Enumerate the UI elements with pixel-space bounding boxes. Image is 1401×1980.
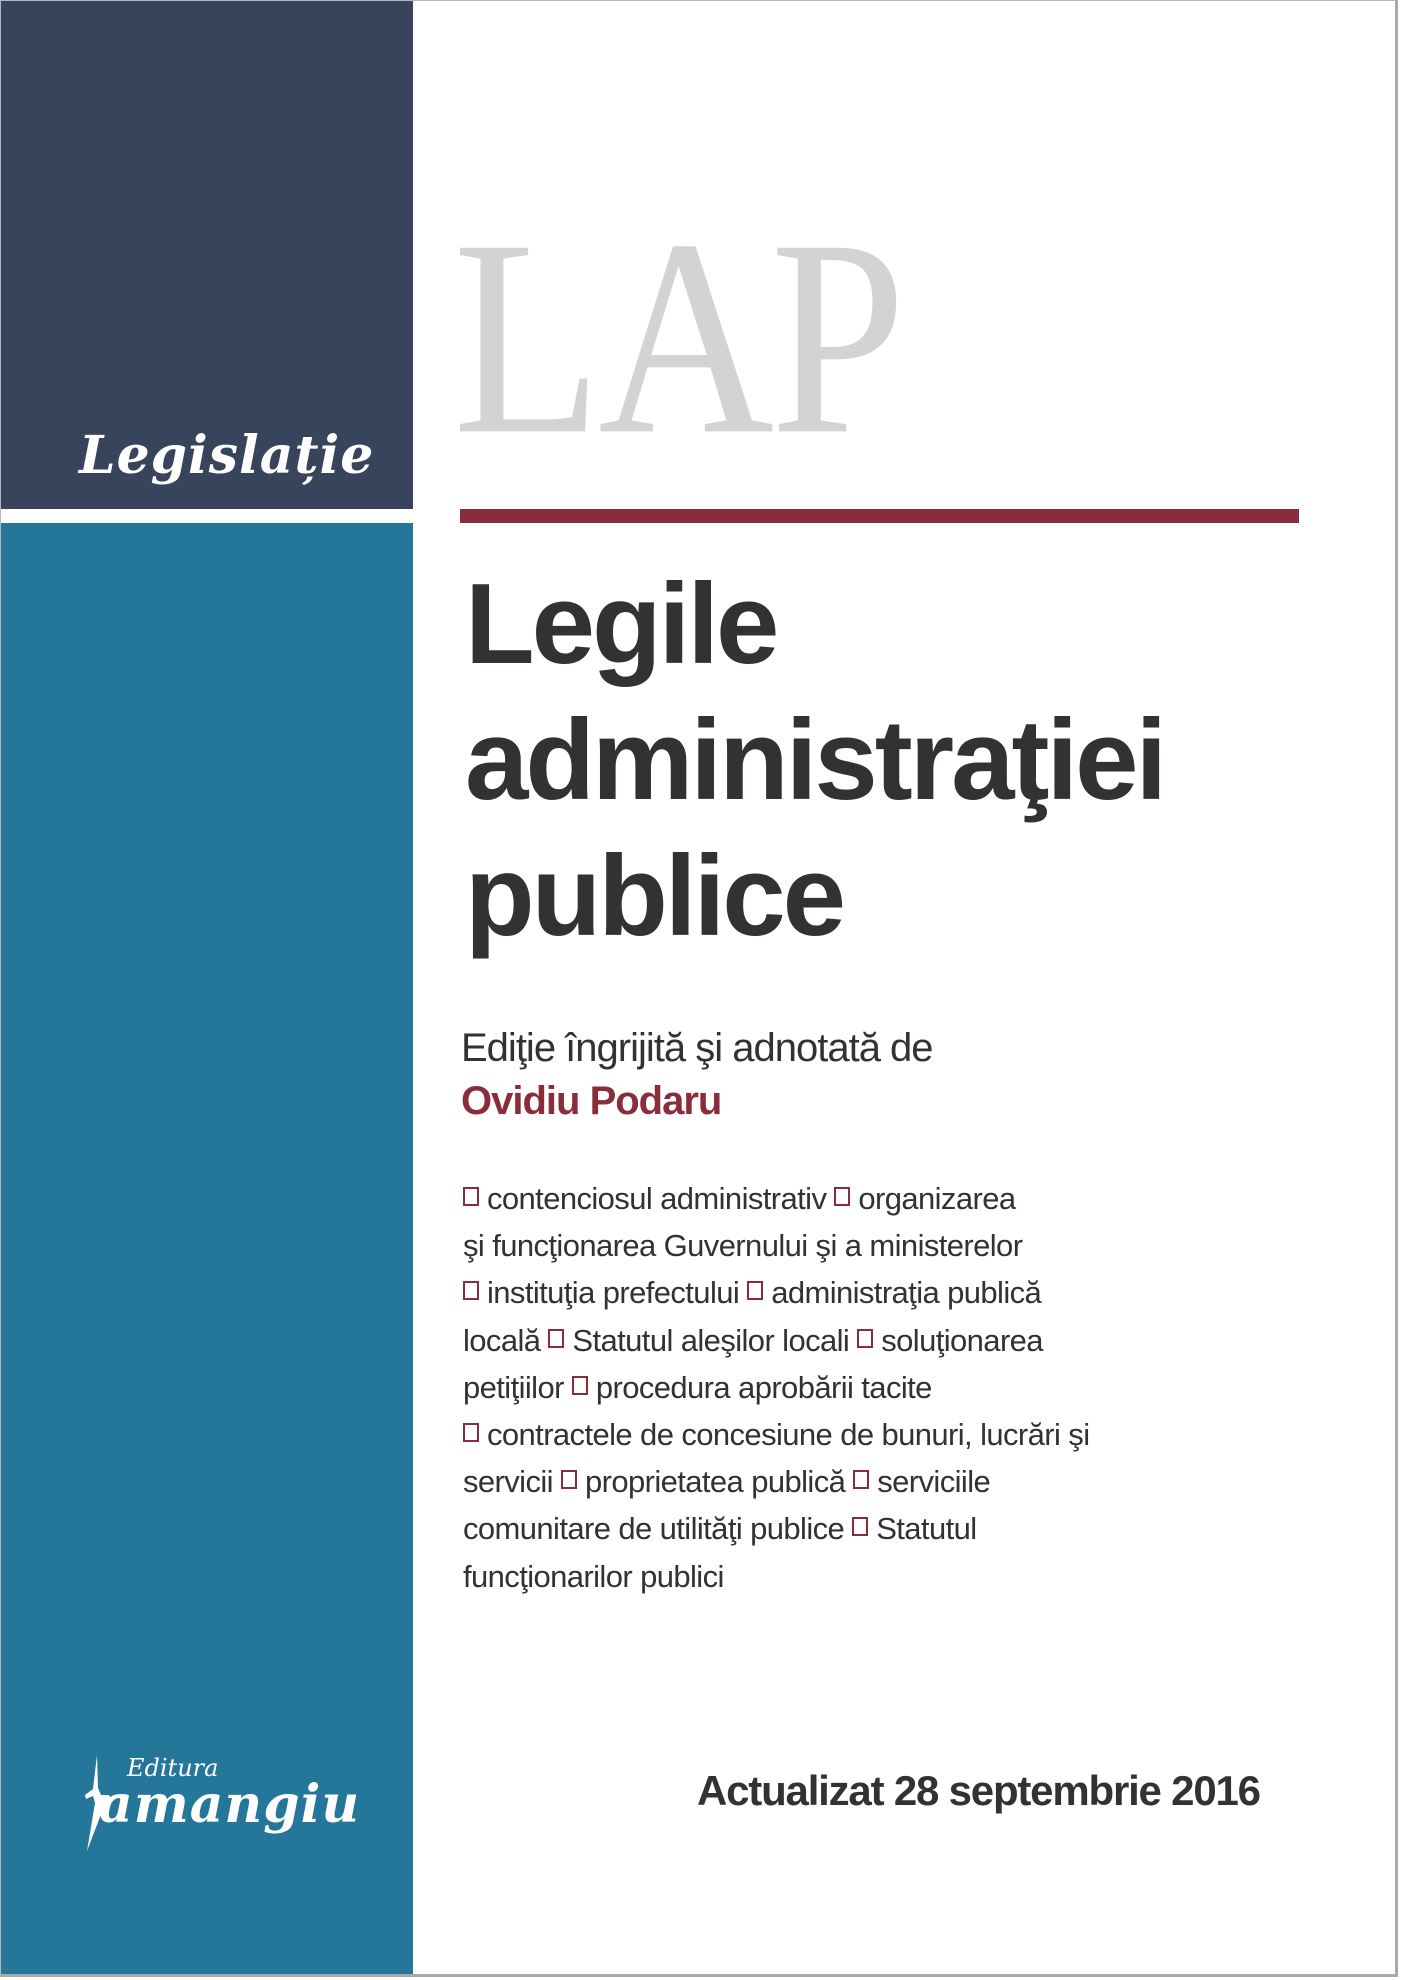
shadowed-square-icon	[548, 1329, 568, 1352]
shadowed-square-icon	[463, 1423, 483, 1446]
topics-line	[463, 1553, 1283, 1600]
topics-line	[463, 1505, 1283, 1552]
topic-text: locală	[463, 1322, 549, 1358]
accent-rule	[460, 509, 1299, 523]
acronym-heading: LAP	[453, 182, 903, 493]
shadowed-square-icon	[852, 1517, 872, 1540]
topic-text: petiţiilor	[463, 1369, 572, 1405]
topic-text: Statutul aleşilor locali	[572, 1322, 858, 1358]
shadowed-square-icon	[853, 1470, 873, 1493]
shadowed-square-icon	[834, 1187, 854, 1210]
series-label: Legislație	[79, 425, 375, 486]
topics-line	[463, 1458, 1283, 1505]
topic-text: contenciosul administrativ	[487, 1181, 835, 1216]
shadowed-square-icon	[463, 1281, 483, 1304]
topic-text: Statutul	[876, 1511, 977, 1547]
topic-text: procedura aprobării tacite	[595, 1369, 932, 1405]
shadowed-square-icon	[463, 1187, 483, 1210]
book-title	[465, 557, 1365, 965]
topic-text: şi funcţionarea Guvernului şi a ministerelor	[463, 1228, 1023, 1264]
topic-text: funcţionarilor publici	[463, 1558, 724, 1594]
shadowed-square-icon	[747, 1281, 767, 1304]
topic-text: administraţia publică	[771, 1275, 1042, 1311]
shadowed-square-icon	[572, 1376, 592, 1399]
topic-text: soluţionarea	[881, 1322, 1043, 1358]
panel-divider	[1, 509, 413, 523]
topics-list	[463, 1175, 1283, 1600]
publisher-logo	[83, 1753, 383, 1853]
topic-text: contractele de concesiune de bunuri, lucrări şi	[487, 1416, 1090, 1452]
title-line: Legile	[465, 561, 777, 688]
topics-line	[463, 1222, 1283, 1269]
topics-line	[463, 1317, 1283, 1364]
shadowed-square-icon	[857, 1329, 877, 1352]
topic-text: servicii	[463, 1464, 561, 1500]
title-line: publice	[465, 833, 844, 960]
topic-text: serviciile	[877, 1464, 991, 1500]
author-name: Ovidiu Podaru	[461, 1079, 722, 1123]
publisher-prefix: Editura	[127, 1754, 219, 1782]
edition-note: Ediţie îngrijită şi adnotată de	[461, 1026, 933, 1070]
topic-text: instituţia prefectului	[487, 1275, 748, 1311]
updated-date: Actualizat 28 septembrie 2016	[697, 1767, 1260, 1814]
topic-text: proprietatea publică	[584, 1464, 854, 1500]
topic-text: comunitare de utilităţi publice	[463, 1511, 853, 1547]
topics-line	[463, 1364, 1283, 1411]
topics-line	[463, 1411, 1283, 1458]
publisher-name: amangiu	[99, 1774, 361, 1835]
title-line: administraţiei	[465, 697, 1165, 824]
topics-line	[463, 1269, 1283, 1316]
shadowed-square-icon	[561, 1470, 581, 1493]
topic-text: organizarea	[858, 1181, 1016, 1216]
topics-line	[463, 1175, 1283, 1222]
